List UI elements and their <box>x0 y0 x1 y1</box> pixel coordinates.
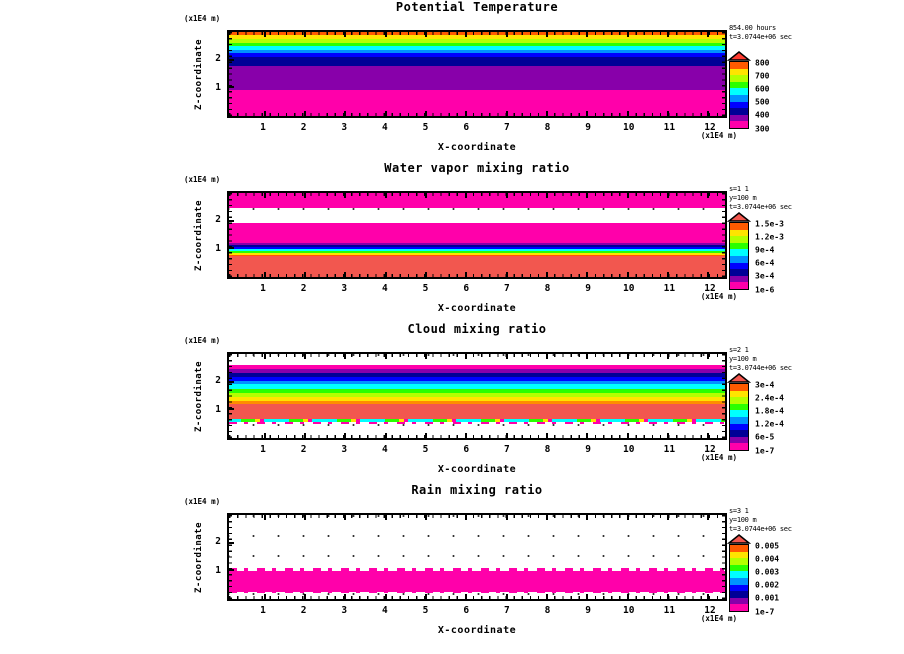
y-axis-label: Z-coordinate <box>194 199 204 271</box>
minor-ticks-top <box>229 32 725 35</box>
annotation-text <box>729 346 904 373</box>
annotation-text <box>729 185 904 212</box>
panel-title: Water vapor mixing ratio <box>384 161 570 175</box>
annotation-line: t=3.0744e+06 sec <box>729 203 792 212</box>
colorbar-segment <box>730 384 748 391</box>
y-tick-labels <box>207 513 221 601</box>
chart-panel <box>0 161 904 322</box>
colorbar-overflow-triangle-icon <box>727 534 751 544</box>
chart-panel <box>0 483 904 644</box>
contour-band <box>229 208 725 223</box>
colorbar-tick-label: 0.005 <box>755 541 780 550</box>
minor-ticks-right <box>722 515 725 599</box>
contour-band <box>229 515 725 568</box>
colorbar-tick-label: 1e-6 <box>755 285 775 294</box>
x-tick-label: 11 <box>663 283 676 294</box>
x-axis-label: X-coordinate <box>437 464 517 475</box>
x-tick-label: 7 <box>503 122 510 133</box>
minor-ticks-top <box>229 515 725 518</box>
y-axis-unit-label: (x1E4 m) <box>184 497 221 506</box>
colorbar-tick-label: 3e-4 <box>755 271 775 281</box>
x-tick-label: 6 <box>463 605 470 616</box>
x-tick-label: 5 <box>422 605 429 616</box>
colorbar-segment <box>730 102 748 109</box>
contour-band <box>229 404 725 419</box>
x-tick-label: 10 <box>623 605 635 616</box>
annotation-line: s=3 1 <box>729 507 749 515</box>
plot-area <box>227 191 727 279</box>
annotation-line: y=100 m <box>729 355 757 364</box>
y-tick-label: 2 <box>215 213 221 225</box>
x-tick-label: 9 <box>585 444 591 455</box>
annotation-line: t=3.0744e+06 sec <box>729 364 792 373</box>
colorbar-segment <box>730 578 748 585</box>
colorbar-segment <box>730 62 748 69</box>
x-tick-label: 3 <box>341 605 348 616</box>
contour-bands <box>229 32 725 116</box>
minor-ticks-left <box>229 354 232 438</box>
colorbar-segment <box>730 545 748 552</box>
x-tick-label: 1 <box>260 444 266 455</box>
contour-bands <box>229 354 725 438</box>
x-tick-label: 11 <box>663 605 676 616</box>
y-axis-unit-label: (x1E4 m) <box>184 336 221 345</box>
x-axis-label: X-coordinate <box>437 625 517 636</box>
annotation-line: y=100 m <box>729 516 757 525</box>
minor-ticks-bottom <box>229 274 725 277</box>
x-tick-label: 7 <box>503 605 510 616</box>
colorbar-tick-label: 500 <box>755 97 770 107</box>
colorbar <box>729 507 904 616</box>
x-axis-unit-label: (x1E4 m) <box>700 292 737 301</box>
colorbar-tick-label: 400 <box>755 110 770 120</box>
colorbar-segment <box>730 108 748 115</box>
x-tick-label: 9 <box>585 283 591 294</box>
colorbar-segment <box>730 88 748 95</box>
x-axis-label: X-coordinate <box>437 142 517 153</box>
panel-title: Rain mixing ratio <box>411 483 543 497</box>
x-tick-label: 4 <box>382 444 388 455</box>
contour-band <box>229 223 725 243</box>
y-axis-unit-label: (x1E4 m) <box>184 175 221 184</box>
colorbar-segment <box>730 269 748 276</box>
y-tick-label: 2 <box>215 52 221 64</box>
annotation-line: y=100 m <box>729 194 757 203</box>
minor-ticks-top <box>229 354 725 357</box>
y-axis-unit-label: (x1E4 m) <box>184 14 221 23</box>
colorbar-segment <box>730 282 748 289</box>
panel-title: Cloud mixing ratio <box>407 322 547 336</box>
minor-ticks-top <box>229 193 725 196</box>
annotation-line: s=1 1 <box>729 185 749 193</box>
colorbar-segment <box>730 243 748 250</box>
colorbar-segment <box>730 604 748 611</box>
y-axis-label: Z-coordinate <box>194 521 204 593</box>
x-tick-label: 4 <box>382 605 388 616</box>
x-tick-label: 8 <box>544 122 551 133</box>
x-tick-label: 1 <box>260 283 266 294</box>
colorbar-segment <box>730 591 748 598</box>
colorbar-tick-label: 800 <box>755 58 770 67</box>
colorbar-tick-label: 700 <box>755 71 770 81</box>
x-tick-label: 5 <box>422 283 429 294</box>
x-tick-label: 12 <box>704 605 716 616</box>
colorbar <box>729 346 904 455</box>
x-tick-label: 8 <box>544 605 551 616</box>
colorbar-segment <box>730 249 748 256</box>
x-tick-label: 4 <box>382 283 388 294</box>
colorbar-segment <box>730 236 748 243</box>
colorbar-tick-label: 6e-4 <box>755 258 775 268</box>
colorbar-segments <box>729 383 749 451</box>
y-tick-labels <box>207 352 221 440</box>
y-tick-labels <box>207 30 221 118</box>
y-axis-label: Z-coordinate <box>194 360 204 432</box>
annotation-text <box>729 24 904 51</box>
colorbar-segment <box>730 95 748 102</box>
chart-panel <box>0 0 904 161</box>
colorbar-tick-label: 3e-4 <box>755 380 775 389</box>
x-tick-label: 5 <box>422 122 429 133</box>
x-tick-label: 4 <box>382 122 388 133</box>
minor-ticks-bottom <box>229 435 725 438</box>
x-tick-label: 12 <box>704 283 716 294</box>
colorbar-body <box>729 541 904 616</box>
y-tick-label: 2 <box>215 535 221 547</box>
colorbar-segment <box>730 256 748 263</box>
colorbar-segment <box>730 276 748 283</box>
colorbar-tick-label: 1.2e-4 <box>755 419 784 429</box>
minor-ticks-left <box>229 515 232 599</box>
plot-area <box>227 513 727 601</box>
colorbar-segments <box>729 61 749 129</box>
colorbar-tick-label: 300 <box>755 124 770 133</box>
annotation-line: t=3.0744e+06 sec <box>729 33 792 42</box>
minor-ticks-left <box>229 193 232 277</box>
x-tick-label: 3 <box>341 122 348 133</box>
colorbar-tick-label: 9e-4 <box>755 245 775 255</box>
colorbar-tick-label: 6e-5 <box>755 432 775 442</box>
x-tick-label: 8 <box>544 283 551 294</box>
colorbar-tick-label: 1e-7 <box>755 607 775 616</box>
minor-ticks-right <box>722 32 725 116</box>
colorbar-body <box>729 380 904 455</box>
colorbar-segment <box>730 69 748 76</box>
colorbar-body <box>729 58 904 133</box>
colorbar-segment <box>730 391 748 398</box>
annotation-line: 854.00 hours <box>729 24 776 32</box>
minor-ticks-right <box>722 354 725 438</box>
colorbar-segments <box>729 222 749 290</box>
plot-area <box>227 352 727 440</box>
x-tick-label: 10 <box>623 283 635 294</box>
x-tick-label: 12 <box>704 444 716 455</box>
colorbar-tick-label: 0.002 <box>755 580 780 590</box>
annotation-line: s=2 1 <box>729 346 749 354</box>
x-axis-label: X-coordinate <box>437 303 517 314</box>
colorbar-segment <box>730 430 748 437</box>
colorbar-segment <box>730 598 748 605</box>
colorbar-segments <box>729 544 749 612</box>
x-tick-label: 9 <box>585 605 591 616</box>
colorbar-segment <box>730 417 748 424</box>
x-axis-unit-label: (x1E4 m) <box>700 614 737 623</box>
plot-area <box>227 30 727 118</box>
x-tick-label: 6 <box>463 283 470 294</box>
minor-ticks-bottom <box>229 113 725 116</box>
colorbar-tick-label: 600 <box>755 84 770 94</box>
contour-bands <box>229 515 725 599</box>
colorbar-segment <box>730 443 748 450</box>
y-tick-label: 1 <box>215 242 221 254</box>
contour-bands <box>229 193 725 277</box>
x-tick-label: 6 <box>463 122 470 133</box>
colorbar-segment <box>730 82 748 89</box>
minor-ticks-right <box>722 193 725 277</box>
colorbar-segment <box>730 263 748 270</box>
x-tick-label: 8 <box>544 444 551 455</box>
x-tick-label: 5 <box>422 444 429 455</box>
x-tick-label: 10 <box>623 444 635 455</box>
x-tick-label: 9 <box>585 122 591 133</box>
colorbar-segment <box>730 410 748 417</box>
colorbar-segment <box>730 552 748 559</box>
colorbar-overflow-triangle-icon <box>727 51 751 61</box>
y-tick-label: 1 <box>215 564 221 576</box>
x-axis-unit-label: (x1E4 m) <box>700 453 737 462</box>
colorbar-segment <box>730 75 748 82</box>
colorbar-segment <box>730 424 748 431</box>
x-tick-label: 3 <box>341 444 348 455</box>
chart-panel <box>0 322 904 483</box>
colorbar-segment <box>730 230 748 237</box>
x-tick-label: 10 <box>623 122 635 133</box>
colorbar-body <box>729 219 904 294</box>
colorbar-segment <box>730 558 748 565</box>
y-tick-label: 1 <box>215 81 221 93</box>
x-tick-label: 7 <box>503 444 510 455</box>
x-axis-unit-label: (x1E4 m) <box>700 131 737 140</box>
y-tick-label: 2 <box>215 374 221 386</box>
colorbar-segment <box>730 437 748 444</box>
colorbar-segment <box>730 571 748 578</box>
colorbar-tick-label: 1.5e-3 <box>755 219 784 228</box>
colorbar-overflow-triangle-icon <box>727 212 751 222</box>
colorbar-segment <box>730 115 748 122</box>
colorbar-segment <box>730 585 748 592</box>
colorbar-segment <box>730 404 748 411</box>
x-tick-label: 2 <box>300 444 307 455</box>
colorbar-tick-label: 1e-7 <box>755 446 775 455</box>
colorbar-tick-label: 1.8e-4 <box>755 406 784 416</box>
colorbar-segment <box>730 565 748 572</box>
annotation-text <box>729 507 904 534</box>
x-tick-label: 2 <box>300 605 307 616</box>
y-tick-label: 1 <box>215 403 221 415</box>
panel-title: Potential Temperature <box>395 0 559 14</box>
colorbar-tick-label: 1.2e-3 <box>755 232 784 242</box>
x-tick-label: 12 <box>704 122 716 133</box>
colorbar-segment <box>730 121 748 128</box>
minor-ticks-bottom <box>229 596 725 599</box>
x-tick-label: 2 <box>300 283 307 294</box>
x-tick-label: 1 <box>260 122 266 133</box>
colorbar-tick-label: 0.001 <box>755 593 780 603</box>
contour-band <box>229 571 725 592</box>
x-tick-label: 2 <box>300 122 307 133</box>
y-tick-labels <box>207 191 221 279</box>
colorbar-overflow-triangle-icon <box>727 373 751 383</box>
contour-band <box>229 66 725 90</box>
minor-ticks-left <box>229 32 232 116</box>
colorbar-segment <box>730 223 748 230</box>
colorbar-segment <box>730 397 748 404</box>
annotation-line: t=3.0744e+06 sec <box>729 525 792 534</box>
x-tick-label: 1 <box>260 605 266 616</box>
colorbar <box>729 185 904 294</box>
x-tick-label: 11 <box>663 444 676 455</box>
colorbar-tick-label: 0.003 <box>755 567 780 577</box>
x-tick-label: 7 <box>503 283 510 294</box>
y-axis-label: Z-coordinate <box>194 38 204 110</box>
contour-band <box>229 57 725 66</box>
x-tick-label: 11 <box>663 122 676 133</box>
colorbar-tick-label: 0.004 <box>755 554 780 564</box>
x-tick-label: 3 <box>341 283 348 294</box>
x-tick-label: 6 <box>463 444 470 455</box>
colorbar-tick-label: 2.4e-4 <box>755 393 784 403</box>
colorbar <box>729 24 904 133</box>
